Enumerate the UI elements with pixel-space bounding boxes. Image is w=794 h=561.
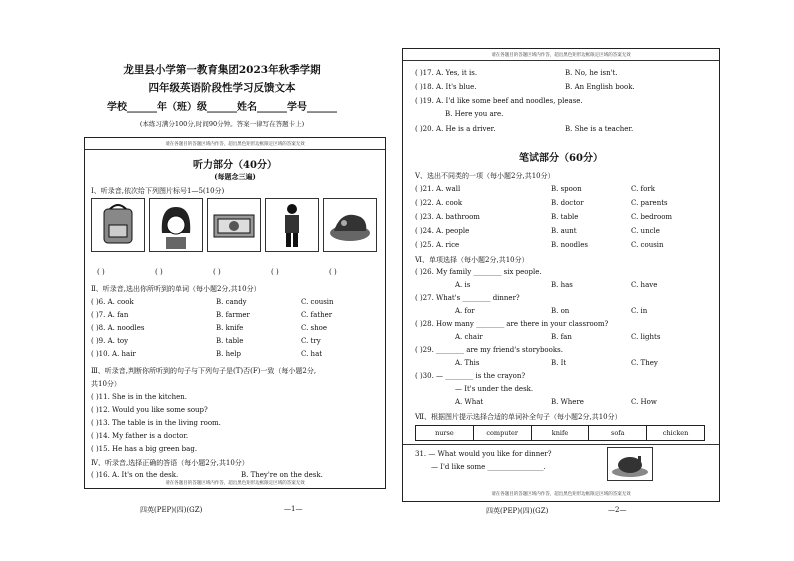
question-15: ( )15. He has a big green bag. <box>91 445 198 453</box>
question-a: ( )21. A. wall <box>415 185 461 193</box>
question-row <box>91 350 381 363</box>
section-7-heading: Ⅶ、根据图片提示选择合适的单词补全句子（每小题2分,共10分） <box>415 413 622 421</box>
question-30: ( )30. — ________ is the crayon? <box>415 372 526 380</box>
notice-top: 请在各题目的答题区域内作答，超出黑色矩形边框限定区域的答案无效 <box>165 142 305 147</box>
question-30-c: C. How <box>631 398 657 406</box>
question-row <box>415 241 705 255</box>
header-line1: 龙里县小学第一教育集团2023年秋季学期 <box>123 64 321 76</box>
question-a: ( )25. A. rice <box>415 241 460 249</box>
answer-paren-2[interactable]: ( ) <box>155 268 163 276</box>
question-row <box>415 227 705 241</box>
page-left <box>62 0 382 561</box>
question-31: 31. — What would you like for dinner? <box>415 450 552 458</box>
question-b: B. noodles <box>551 241 588 249</box>
notice-top-right: 请在各题目的答题区域内作答，超出黑色矩形边框限定区域的答案无效 <box>491 53 631 58</box>
question-a: ( )24. A. people <box>415 227 470 235</box>
question-c: C. uncle <box>631 227 660 235</box>
question-28-c: C. lights <box>631 333 661 341</box>
word-option: chicken <box>662 429 689 437</box>
word-option: nurse <box>416 426 474 440</box>
section-3-heading-a: Ⅲ、听录音,判断你所听到的句子与下列句子是(T)否(F)一致（每小题2分, <box>91 367 317 375</box>
question-30-b: B. Where <box>551 398 584 406</box>
question-18-a: ( )18. A. It's blue. <box>415 83 477 91</box>
person-picture <box>265 198 319 252</box>
question-26-a: A. is <box>455 281 471 289</box>
question-b: B. candy <box>216 298 247 306</box>
question-b: B. table <box>216 337 244 345</box>
question-30-a: A. What <box>455 398 484 406</box>
section-2-list <box>91 298 381 363</box>
question-b: B. aunt <box>551 227 577 235</box>
page-number-left: —1— <box>284 505 303 513</box>
answer-region-right <box>402 48 720 502</box>
question-16-b: B. They're on the desk. <box>241 471 323 479</box>
word-bank <box>415 425 705 441</box>
word-option: sofa <box>589 426 647 440</box>
question-row <box>91 324 381 337</box>
question-c: C. bedroom <box>631 213 673 221</box>
header-note: (本练习满分100分,时间90分钟。答案一律写在答题卡上) <box>139 120 305 128</box>
question-19-b: B. Here you are. <box>445 110 504 118</box>
question-row <box>415 199 705 213</box>
question-17-b: B. No, he isn't. <box>565 69 618 77</box>
food-picture <box>323 198 377 252</box>
question-b: B. knife <box>216 324 244 332</box>
question-a: ( )23. A. bathroom <box>415 213 480 221</box>
divider <box>85 149 385 150</box>
question-27-c: C. in <box>631 307 648 315</box>
question-b: B. farmer <box>216 311 250 319</box>
question-row <box>91 337 381 350</box>
question-row <box>91 298 381 311</box>
question-a: ( )22. A. cook <box>415 199 463 207</box>
section-5-list <box>415 185 705 255</box>
question-c: C. parents <box>631 199 668 207</box>
question-14: ( )14. My father is a doctor. <box>91 432 189 440</box>
section-6-heading: Ⅵ、单项选择（每小题2分,共10分） <box>415 256 529 264</box>
girl-picture <box>149 198 203 252</box>
question-b: B. spoon <box>551 185 582 193</box>
answer-paren-3[interactable]: ( ) <box>213 268 221 276</box>
question-27-b: B. on <box>551 307 570 315</box>
question-30-reply: — It's under the desk. <box>455 385 534 393</box>
divider <box>403 444 719 445</box>
section-5-heading: Ⅴ、选出不同类的一项（每小题2分,共10分） <box>415 172 555 180</box>
question-11: ( )11. She is in the kitchen. <box>91 393 188 401</box>
question-28: ( )28. How many ________ are there in your classroom? <box>415 320 609 328</box>
question-c: C. cousin <box>301 298 334 306</box>
question-12: ( )12. Would you like some soup? <box>91 406 208 414</box>
question-b: B. help <box>216 350 241 358</box>
question-a: ( )8. A. noodles <box>91 324 145 332</box>
question-row <box>91 311 381 324</box>
question-c: C. cousin <box>631 241 664 249</box>
section-1-heading: Ⅰ、听录音,依次给下列图片标号1—5(10分) <box>91 187 225 195</box>
section-3-heading-b: 共10分） <box>91 380 121 388</box>
section-4-heading: Ⅳ、听录音,选择正确的答语（每小题2分,共10分） <box>91 459 249 467</box>
question-28-b: B. fan <box>551 333 572 341</box>
divider <box>403 60 719 61</box>
word-option: knife <box>532 426 590 440</box>
question-c: C. father <box>301 311 333 319</box>
question-b: B. doctor <box>551 199 584 207</box>
notice-bottom: 请在各题目的答题区域内作答，超出黑色矩形边框限定区域的答案无效 <box>165 481 305 486</box>
question-29-a: A. This <box>455 359 480 367</box>
chicken-picture <box>607 447 653 481</box>
question-26-c: C. have <box>631 281 658 289</box>
question-a: ( )7. A. fan <box>91 311 129 319</box>
writing-title: 笔试部分（60分） <box>519 153 603 164</box>
question-17-a: ( )17. A. Yes, it is. <box>415 69 478 77</box>
question-a: ( )10. A. hair <box>91 350 136 358</box>
question-c: C. hat <box>301 350 323 358</box>
header-fields: 学校______年（班）级______姓名______学号______ <box>107 102 337 113</box>
question-29-b: B. It <box>551 359 567 367</box>
question-20-b: B. She is a teacher. <box>565 125 634 133</box>
footer-right-code: 四英(PEP)(四)(GZ) <box>486 507 549 515</box>
money-picture <box>207 198 261 252</box>
question-19-a: ( )19. A. I'd like some beef and noodles, please. <box>415 97 583 105</box>
question-31-reply: — I'd like some ________________. <box>431 463 546 471</box>
question-b: B. table <box>551 213 579 221</box>
header-line2: 四年级英语阶段性学习反馈文本 <box>148 82 296 94</box>
question-20-a: ( )20. A. He is a driver. <box>415 125 496 133</box>
question-28-a: A. chair <box>455 333 483 341</box>
question-c: C. fork <box>631 185 655 193</box>
answer-region-left <box>84 137 386 489</box>
question-13: ( )13. The table is in the living room. <box>91 419 221 427</box>
page-number-right: —2— <box>608 506 627 514</box>
question-row <box>415 213 705 227</box>
question-26-b: B. has <box>551 281 573 289</box>
footer-left-code: 四英(PEP)(四)(GZ) <box>140 506 203 514</box>
question-row <box>415 185 705 199</box>
question-16-a: ( )16. A. It's on the desk. <box>91 471 179 479</box>
page-right <box>402 0 720 561</box>
backpack-picture <box>91 198 145 252</box>
question-c: C. try <box>301 337 321 345</box>
question-18-b: B. An English book. <box>565 83 635 91</box>
listening-title: 听力部分（40分） <box>193 160 277 171</box>
answer-paren-5[interactable]: ( ) <box>329 268 337 276</box>
listening-subtitle: (每题念三遍) <box>214 172 256 181</box>
question-29: ( )29. ________ are my friend's storybooks. <box>415 346 563 354</box>
question-a: ( )6. A. cook <box>91 298 134 306</box>
question-a: ( )9. A. toy <box>91 337 129 345</box>
question-27: ( )27. What's ________ dinner? <box>415 294 520 302</box>
section-2-heading: Ⅱ、听录音,选出你所听到的单词（每小题2分,共10分） <box>91 285 261 293</box>
question-27-a: A. for <box>455 307 475 315</box>
answer-paren-4[interactable]: ( ) <box>271 268 279 276</box>
word-option: computer <box>474 426 532 440</box>
answer-paren-1[interactable]: ( ) <box>97 268 105 276</box>
question-29-c: C. They <box>631 359 658 367</box>
notice-bottom-right: 请在各题目的答题区域内作答，超出黑色矩形边框限定区域的答案无效 <box>491 492 631 497</box>
question-26: ( )26. My family ________ six people. <box>415 268 542 276</box>
question-c: C. shoe <box>301 324 328 332</box>
